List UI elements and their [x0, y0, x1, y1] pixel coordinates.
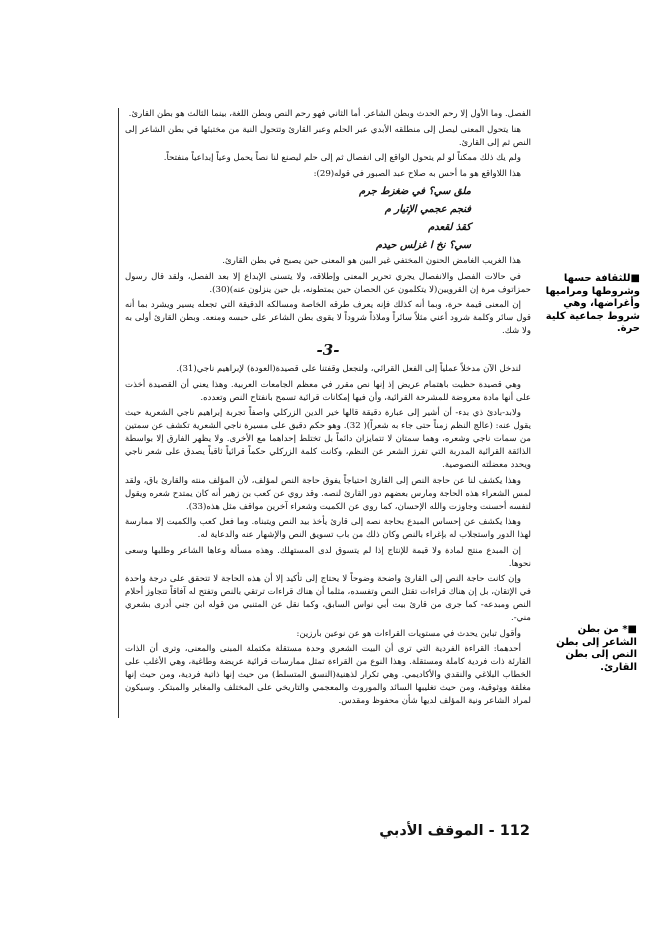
page-footer: 112 - الموقف الأدبي	[379, 823, 530, 839]
poem-line: سي؟ نخ ا غزلس حيدم	[375, 240, 471, 251]
paragraph: وهذا يكشف لنا عن حاجة النص إلى القارئ احتياجاً يفوق حاجة النص لمؤلف، لأن المؤلف منته والقارئ باق، ولقد لمس الشعراء هذه الحاجة ومارس بعضهم دور القارئ لنصه. وقد روي عن كعب بن زهير أنه كان يمتدح شعره ويقول لنفسه أحسنت وجاوزت والله الإحسان، كما روي عن الكميت وشعراء آخرين مواقف مثل هذه(33).	[125, 475, 531, 512]
section-marker: -3-	[316, 341, 340, 359]
paragraph: ولم يك ذلك ممكناً لو لم يتحول الواقع إلى انفصال ثم إلى حلم ليصنع لنا نصاً يحمل وعياً إبداعياً منفتحاً.	[163, 153, 521, 163]
poem-line: كقذ لقعدم	[428, 222, 471, 233]
paragraph: هنا يتحول المعنى ليصل إلى منطلقه الأبدي عبر الحلم وعبر القارئ وتتحول النية من مختبئها في بطن الشاعر إلى النص ثم إلى القارئ.	[125, 124, 531, 148]
paragraph: في حالات الفصل والانفصال يجري تحرير المعنى وإطلاقه، ولا يتسنى الإبداع إلا بعد الفصل، ولقد قال رسول حمزاتوف مرة إن القرويين(لا يتكلمون عن الحصان حين يمتطونه، بل حين ينزلون عنه)(30).	[125, 271, 531, 295]
margin-note-belly: ■* من بطن الشاعر إلى بطن النص إلى بطن القارئ.	[556, 624, 637, 673]
paragraph: إن المعنى قيمة حرة، وبما أنه كذلك فإنه يعرف طرقه الخاصة ومسالكه الدقيقة التي تجعله يسير ويشرد بما أنه قول سائر وكلمة شرود أعني مثلاً سائراً وملاذاً شروداً لا يقوى بطن الشاعر على حبسه ومنعه. وبطن القارئ أولى به ولا شك.	[125, 300, 531, 336]
paragraph: وهذا يكشف عن إحساس المبدع بحاجة نصه إلى قارئ يأخذ بيد النص ويتبناه. وما فعل كعب والكميت إلا ممارسة لهذا الدور واستجلاب له بإغراء بالنص وكان ذلك من باب تسويق النص والإشهار عنه والدعاية له.	[125, 517, 531, 540]
paragraph: ولابد-بادئ ذي بدء- أن أشير إلى عبارة دقيقة قالها خير الدين الزركلي واصفاً تجربة إبراهيم ناجي الشعرية حيث يقول عنه: (عالج النظم زمناً حتى جاء به شعراً)( 32). وهو حكم دقيق على مسيرة ناجي الشعرية تكشف عن سمتين من سمات ناجي وشعره، وهما سمتان لا تتمايزان دائماً بل تختلط إحداهما مع الأخرى. ولا يظهر الفارق إلا بواسطة الذائقة القرائية المدربة التي تفرز الشعر عن النظم، وكانت كلمة الزركلي حكماً قرائياً ثاقباً يصدق على شعر ناجي ويحدد معضلته النصوصية.	[125, 408, 531, 470]
paragraph: هذا اللاواقع هو ما أحس به صلاح عبد الصبور في قوله(29):	[313, 168, 521, 179]
main-text-column	[118, 108, 531, 718]
body-text	[125, 108, 531, 711]
paragraph: هذا الغريب الغامض الحنون المختفي غير البين هو المعنى حين يصبح في بطن القارئ.	[222, 256, 521, 266]
paragraph: لندخل الآن مدخلاً عملياً إلى الفعل القرائي، ولنجعل وقفتنا على قصيدة(العودة) لإبراهيم ناجي(31).	[176, 364, 521, 374]
poem-line: ملق سي؟ في ضغزط جرم	[358, 186, 471, 197]
paragraph: وأقول تباين يحدث في مستويات القراءات هو عن نوعين بارزين:	[296, 628, 521, 639]
paragraph: الفصل. وما الأول إلا رحم الحدث وبطن الشاعر. أما الثاني فهو رحم النص وبطن اللغة، بينما الثالث هو بطن القارئ.	[128, 109, 531, 119]
margin-note-culture: ■للثقافة حسها وشروطها ومراميها وأغراضها، وهي شروط جماعية كلية حرة.	[545, 273, 640, 334]
paragraph: وإن كانت حاجة النص إلى القارئ واضحة وضوحاً لا يحتاج إلى تأكيد إلا أن هذه الحاجة لا تتحقق على درجة واحدة في الإتقان، بل إن هناك قراءات تقتل النص وتفسده، مثلما أن هناك قراءات ترتقي بالنص وتفتح له آفاقاً تتجاوز أحلام النص ومبدعه- كما جرى من قارئ بيت أبي نواس السابق، وكما نقل عن المتنبي من قوله ابن جني أدرى بشعري مني-.	[125, 574, 531, 623]
paragraph: وهي قصيدة حظيت باهتمام عريض إذ إنها نص مقرر في معظم الجامعات العربية. وهذا يعني أن القصيدة أخذت على أنها مادة معروضة للمشرحة القرائية، وأن فيها إمكانات قرائية تسمح بانفتاح النص وتعدده.	[125, 379, 531, 403]
paragraph: أحدهما: القراءة الفردية التي ترى أن البيت الشعري وحدة مستقلة مكتملة المبنى والمعنى، وترى أن الذات القارئة ذات فردية كاملة ومستقلة. وهذا النوع من القراءة تمثل ممارسات قرائية عريضة وطاغية، وهي الأغلب على الخطاب البلاغي والنقدي والأكاديمي. وهي تكرار لذهنية(النسق المتسلط) من حيث إنها ذاتية فردية، ومن حيث إنها مغلقة ووثوقية، ومن حيث تغليبها السائد والموروث والمعجمي والتاريخي على المختلف والمغاير والمبتكر. وسيكون لمراد الشاعر ونية المؤلف لديها شأن محفوظ ومقدس.	[125, 644, 531, 706]
paragraph: إن المبدع منتج لمادة ولا قيمة للإنتاج إذا لم يتسوق لدى المستهلك. وهذه مسألة وعاها الشاعر وطلبها وسعى نحوها.	[125, 545, 531, 569]
poem-line: فنجم عجمي الإتيار م	[384, 204, 471, 215]
